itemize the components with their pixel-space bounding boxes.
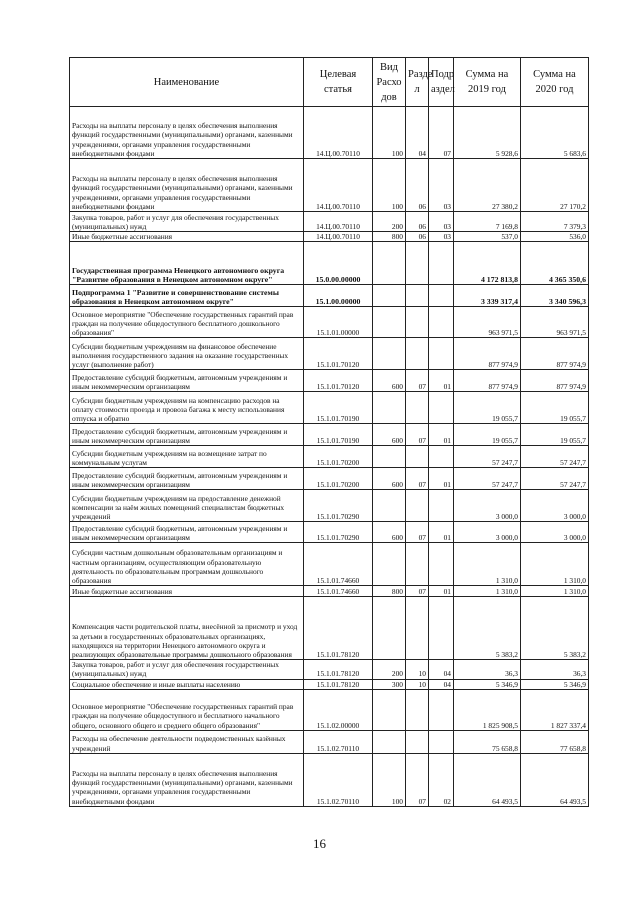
row-section-cell: 07 bbox=[406, 522, 429, 543]
row-subsection-cell: 01 bbox=[429, 468, 454, 490]
row-sum-2020-cell: 19 055,7 bbox=[521, 424, 589, 446]
table-row bbox=[70, 232, 589, 242]
row-expense-type-cell: 100 bbox=[373, 159, 406, 212]
row-subsection-cell bbox=[429, 490, 454, 522]
row-expense-type-cell: 100 bbox=[373, 107, 406, 159]
row-expense-type-cell bbox=[373, 543, 406, 586]
row-sum-2019-cell: 877 974,9 bbox=[454, 338, 521, 370]
row-article-cell: 15.1.02.70110 bbox=[304, 753, 373, 806]
row-section-cell bbox=[406, 597, 429, 660]
table-row bbox=[70, 212, 589, 232]
row-subsection-cell bbox=[429, 689, 454, 730]
row-expense-type-cell bbox=[373, 446, 406, 468]
row-section-cell bbox=[406, 338, 429, 370]
row-expense-type-cell: 800 bbox=[373, 232, 406, 242]
row-subsection-cell: 03 bbox=[429, 232, 454, 242]
row-expense-type-cell: 100 bbox=[373, 753, 406, 806]
row-expense-type-cell bbox=[373, 285, 406, 307]
row-subsection-cell: 03 bbox=[429, 212, 454, 232]
row-expense-type-cell: 300 bbox=[373, 679, 406, 689]
row-sum-2019-cell: 19 055,7 bbox=[454, 424, 521, 446]
row-subsection-cell: 04 bbox=[429, 679, 454, 689]
row-sum-2019-cell: 7 169,8 bbox=[454, 212, 521, 232]
row-name-cell: Государственная программа Ненецкого автономного округа "Развитие образования в Ненецком автономном округе" bbox=[70, 242, 304, 285]
row-name-cell: Предоставление субсидий бюджетным, автономным учреждениям и иным некоммерческим организациям bbox=[70, 468, 304, 490]
row-section-cell bbox=[406, 446, 429, 468]
row-section-cell bbox=[406, 242, 429, 285]
row-section-cell: 07 bbox=[406, 370, 429, 392]
row-sum-2020-cell: 57 247,7 bbox=[521, 468, 589, 490]
table-row bbox=[70, 753, 589, 806]
row-name-cell: Субсидии бюджетным учреждениям на возмещение затрат по коммунальным услугам bbox=[70, 446, 304, 468]
row-sum-2019-cell: 5 383,2 bbox=[454, 597, 521, 660]
row-article-cell: 15.1.02.70110 bbox=[304, 730, 373, 753]
table-row bbox=[70, 597, 589, 660]
row-sum-2020-cell: 3 000,0 bbox=[521, 522, 589, 543]
row-expense-type-cell: 600 bbox=[373, 370, 406, 392]
row-sum-2019-cell: 3 339 317,4 bbox=[454, 285, 521, 307]
row-article-cell: 15.1.01.74660 bbox=[304, 586, 373, 597]
row-sum-2020-cell: 3 340 596,3 bbox=[521, 285, 589, 307]
table-row bbox=[70, 446, 589, 468]
row-expense-type-cell: 600 bbox=[373, 522, 406, 543]
row-section-cell bbox=[406, 490, 429, 522]
table-row bbox=[70, 159, 589, 212]
row-article-cell: 14.Ц.00.70110 bbox=[304, 212, 373, 232]
row-sum-2020-cell: 1 310,0 bbox=[521, 586, 589, 597]
row-section-cell bbox=[406, 285, 429, 307]
row-name-cell: Закупка товаров, работ и услуг для обеспечения государственных (муниципальных) нужд bbox=[70, 660, 304, 679]
header-name: Наименование bbox=[70, 58, 304, 107]
row-sum-2019-cell: 1 310,0 bbox=[454, 586, 521, 597]
row-article-cell: 15.1.01.70120 bbox=[304, 370, 373, 392]
row-section-cell bbox=[406, 730, 429, 753]
row-sum-2019-cell: 64 493,5 bbox=[454, 753, 521, 806]
row-expense-type-cell: 600 bbox=[373, 468, 406, 490]
header-subsection: Подр аздел bbox=[429, 58, 454, 107]
row-subsection-cell: 01 bbox=[429, 522, 454, 543]
row-subsection-cell bbox=[429, 392, 454, 424]
row-article-cell: 15.0.00.00000 bbox=[304, 242, 373, 285]
row-subsection-cell bbox=[429, 446, 454, 468]
row-sum-2020-cell: 19 055,7 bbox=[521, 392, 589, 424]
table-row bbox=[70, 370, 589, 392]
table-row bbox=[70, 468, 589, 490]
row-name-cell: Расходы на выплаты персоналу в целях обеспечения выполнения функций государственными (муниципальными) органами, казенными учреждениями, органами управления государственными внебюджетными фондами bbox=[70, 159, 304, 212]
table-row bbox=[70, 107, 589, 159]
budget-table bbox=[69, 57, 589, 807]
row-sum-2020-cell: 5 346,9 bbox=[521, 679, 589, 689]
row-article-cell: 15.1.01.70190 bbox=[304, 424, 373, 446]
row-sum-2019-cell: 877 974,9 bbox=[454, 370, 521, 392]
table-row bbox=[70, 586, 589, 597]
row-section-cell bbox=[406, 543, 429, 586]
table-row bbox=[70, 543, 589, 586]
row-section-cell: 06 bbox=[406, 212, 429, 232]
row-subsection-cell: 03 bbox=[429, 159, 454, 212]
row-expense-type-cell: 600 bbox=[373, 424, 406, 446]
row-section-cell bbox=[406, 392, 429, 424]
row-section-cell: 07 bbox=[406, 424, 429, 446]
row-name-cell: Иные бюджетные ассигнования bbox=[70, 586, 304, 597]
row-article-cell: 15.1.01.78120 bbox=[304, 597, 373, 660]
table-row bbox=[70, 392, 589, 424]
row-sum-2020-cell: 57 247,7 bbox=[521, 446, 589, 468]
table-row bbox=[70, 307, 589, 338]
row-sum-2020-cell: 3 000,0 bbox=[521, 490, 589, 522]
row-expense-type-cell bbox=[373, 689, 406, 730]
table-row bbox=[70, 660, 589, 679]
row-sum-2020-cell: 4 365 350,6 bbox=[521, 242, 589, 285]
row-sum-2019-cell: 963 971,5 bbox=[454, 307, 521, 338]
row-section-cell bbox=[406, 689, 429, 730]
row-section-cell: 07 bbox=[406, 753, 429, 806]
row-sum-2020-cell: 1 310,0 bbox=[521, 543, 589, 586]
table-body bbox=[70, 107, 589, 807]
row-expense-type-cell bbox=[373, 338, 406, 370]
row-subsection-cell bbox=[429, 242, 454, 285]
row-expense-type-cell bbox=[373, 307, 406, 338]
row-sum-2020-cell: 77 658,8 bbox=[521, 730, 589, 753]
row-section-cell bbox=[406, 307, 429, 338]
row-name-cell: Субсидии бюджетным учреждениям на предоставление денежной компенсации за наём жилых помещений специалистам бюджетных учреждений bbox=[70, 490, 304, 522]
row-sum-2019-cell: 3 000,0 bbox=[454, 522, 521, 543]
row-expense-type-cell: 800 bbox=[373, 586, 406, 597]
row-name-cell: Основное мероприятие "Обеспечение государственных гарантий прав граждан на получение общедоступного и бесплатного начального общего, основного общего и среднего общего образования" bbox=[70, 689, 304, 730]
row-subsection-cell bbox=[429, 730, 454, 753]
table-row bbox=[70, 285, 589, 307]
row-sum-2019-cell: 57 247,7 bbox=[454, 468, 521, 490]
row-article-cell: 15.1.01.70290 bbox=[304, 490, 373, 522]
header-article: Целевая статья bbox=[304, 58, 373, 107]
row-expense-type-cell bbox=[373, 597, 406, 660]
row-expense-type-cell bbox=[373, 730, 406, 753]
row-sum-2019-cell: 5 928,6 bbox=[454, 107, 521, 159]
row-sum-2020-cell: 5 683,6 bbox=[521, 107, 589, 159]
row-sum-2019-cell: 1 310,0 bbox=[454, 543, 521, 586]
header-expense-type: Вид Расхо дов bbox=[373, 58, 406, 107]
row-article-cell: 15.1.01.70190 bbox=[304, 392, 373, 424]
row-sum-2020-cell: 5 383,2 bbox=[521, 597, 589, 660]
row-name-cell: Субсидии частным дошкольным образовательным организациям и частным организациям, осуществляющим образовательную деятельность по образовательным программам дошкольного образования bbox=[70, 543, 304, 586]
row-name-cell: Субсидии бюджетным учреждениям на компенсацию расходов на оплату стоимости проезда и провоза багажа к месту использования отпуска и обратно bbox=[70, 392, 304, 424]
row-subsection-cell: 07 bbox=[429, 107, 454, 159]
row-article-cell: 15.1.01.78120 bbox=[304, 660, 373, 679]
row-section-cell: 07 bbox=[406, 468, 429, 490]
table-row bbox=[70, 730, 589, 753]
row-article-cell: 14.Ц.00.70110 bbox=[304, 159, 373, 212]
row-article-cell: 15.1.01.78120 bbox=[304, 679, 373, 689]
row-article-cell: 15.1.01.70200 bbox=[304, 446, 373, 468]
row-article-cell: 15.1.01.00000 bbox=[304, 307, 373, 338]
table-row bbox=[70, 338, 589, 370]
row-article-cell: 15.1.01.70200 bbox=[304, 468, 373, 490]
row-sum-2019-cell: 4 172 813,8 bbox=[454, 242, 521, 285]
row-subsection-cell bbox=[429, 597, 454, 660]
row-sum-2020-cell: 1 827 337,4 bbox=[521, 689, 589, 730]
row-name-cell: Закупка товаров, работ и услуг для обеспечения государственных (муниципальных) нужд bbox=[70, 212, 304, 232]
row-sum-2020-cell: 877 974,9 bbox=[521, 338, 589, 370]
row-expense-type-cell bbox=[373, 490, 406, 522]
row-expense-type-cell bbox=[373, 392, 406, 424]
row-subsection-cell bbox=[429, 285, 454, 307]
row-sum-2020-cell: 36,3 bbox=[521, 660, 589, 679]
row-subsection-cell: 02 bbox=[429, 753, 454, 806]
row-name-cell: Компенсация части родительской платы, внесённой за присмотр и уход за детьми в государственных образовательных организациях, находящихся на территории Ненецкого автономного округа и реализующих образовательные программы дошкольного образования bbox=[70, 597, 304, 660]
row-sum-2019-cell: 75 658,8 bbox=[454, 730, 521, 753]
row-article-cell: 15.1.01.70120 bbox=[304, 338, 373, 370]
row-section-cell: 04 bbox=[406, 107, 429, 159]
row-sum-2019-cell: 27 380,2 bbox=[454, 159, 521, 212]
row-subsection-cell: 01 bbox=[429, 586, 454, 597]
row-name-cell: Подпрограмма 1 "Развитие и совершенствование системы образования в Ненецком автономном округе" bbox=[70, 285, 304, 307]
row-name-cell: Предоставление субсидий бюджетным, автономным учреждениям и иным некоммерческим организациям bbox=[70, 522, 304, 543]
row-name-cell: Расходы на выплаты персоналу в целях обеспечения выполнения функций государственными (муниципальными) органами, казенными учреждениями, органами управления государственными внебюджетными фондами bbox=[70, 753, 304, 806]
row-subsection-cell: 01 bbox=[429, 370, 454, 392]
row-subsection-cell bbox=[429, 338, 454, 370]
row-name-cell: Расходы на обеспечение деятельности подведомственных казённых учреждений bbox=[70, 730, 304, 753]
row-sum-2019-cell: 3 000,0 bbox=[454, 490, 521, 522]
row-sum-2019-cell: 537,0 bbox=[454, 232, 521, 242]
row-section-cell: 10 bbox=[406, 679, 429, 689]
row-article-cell: 15.1.01.74660 bbox=[304, 543, 373, 586]
row-article-cell: 15.1.00.00000 bbox=[304, 285, 373, 307]
row-name-cell: Расходы на выплаты персоналу в целях обеспечения выполнения функций государственными (муниципальными) органами, казенными учреждениями, органами управления государственными внебюджетными фондами bbox=[70, 107, 304, 159]
row-name-cell: Предоставление субсидий бюджетным, автономным учреждениям и иным некоммерческим организациям bbox=[70, 424, 304, 446]
table-header-row bbox=[70, 58, 589, 107]
row-article-cell: 15.1.01.70290 bbox=[304, 522, 373, 543]
table-row bbox=[70, 522, 589, 543]
row-section-cell: 06 bbox=[406, 159, 429, 212]
row-section-cell: 10 bbox=[406, 660, 429, 679]
row-name-cell: Иные бюджетные ассигнования bbox=[70, 232, 304, 242]
row-section-cell: 06 bbox=[406, 232, 429, 242]
table-row bbox=[70, 490, 589, 522]
row-subsection-cell bbox=[429, 543, 454, 586]
row-expense-type-cell: 200 bbox=[373, 212, 406, 232]
row-expense-type-cell bbox=[373, 242, 406, 285]
row-sum-2019-cell: 36,3 bbox=[454, 660, 521, 679]
row-sum-2020-cell: 27 170,2 bbox=[521, 159, 589, 212]
row-name-cell: Субсидии бюджетным учреждениям на финансовое обеспечение выполнения государственного задания на оказание государственных услуг (выполнение работ) bbox=[70, 338, 304, 370]
row-sum-2020-cell: 963 971,5 bbox=[521, 307, 589, 338]
row-expense-type-cell: 200 bbox=[373, 660, 406, 679]
row-article-cell: 14.Ц.00.70110 bbox=[304, 107, 373, 159]
row-sum-2019-cell: 19 055,7 bbox=[454, 392, 521, 424]
table-row bbox=[70, 242, 589, 285]
row-sum-2019-cell: 1 825 908,5 bbox=[454, 689, 521, 730]
header-sum-2020: Сумма на 2020 год bbox=[521, 58, 589, 107]
row-subsection-cell: 01 bbox=[429, 424, 454, 446]
row-sum-2020-cell: 7 379,3 bbox=[521, 212, 589, 232]
header-sum-2019: Сумма на 2019 год bbox=[454, 58, 521, 107]
row-sum-2020-cell: 877 974,9 bbox=[521, 370, 589, 392]
row-section-cell: 07 bbox=[406, 586, 429, 597]
row-sum-2020-cell: 536,0 bbox=[521, 232, 589, 242]
page-number: 16 bbox=[313, 836, 326, 851]
table-row bbox=[70, 424, 589, 446]
row-name-cell: Предоставление субсидий бюджетным, автономным учреждениям и иным некоммерческим организациям bbox=[70, 370, 304, 392]
table-row bbox=[70, 689, 589, 730]
row-article-cell: 15.1.02.00000 bbox=[304, 689, 373, 730]
row-article-cell: 14.Ц.00.70110 bbox=[304, 232, 373, 242]
row-sum-2019-cell: 5 346,9 bbox=[454, 679, 521, 689]
row-subsection-cell: 04 bbox=[429, 660, 454, 679]
row-name-cell: Социальное обеспечение и иные выплаты населению bbox=[70, 679, 304, 689]
header-section: Разде л bbox=[406, 58, 429, 107]
row-sum-2020-cell: 64 493,5 bbox=[521, 753, 589, 806]
row-sum-2019-cell: 57 247,7 bbox=[454, 446, 521, 468]
row-name-cell: Основное мероприятие "Обеспечение государственных гарантий прав граждан на получение общедоступного бесплатного дошкольного образования" bbox=[70, 307, 304, 338]
table-row bbox=[70, 679, 589, 689]
row-subsection-cell bbox=[429, 307, 454, 338]
